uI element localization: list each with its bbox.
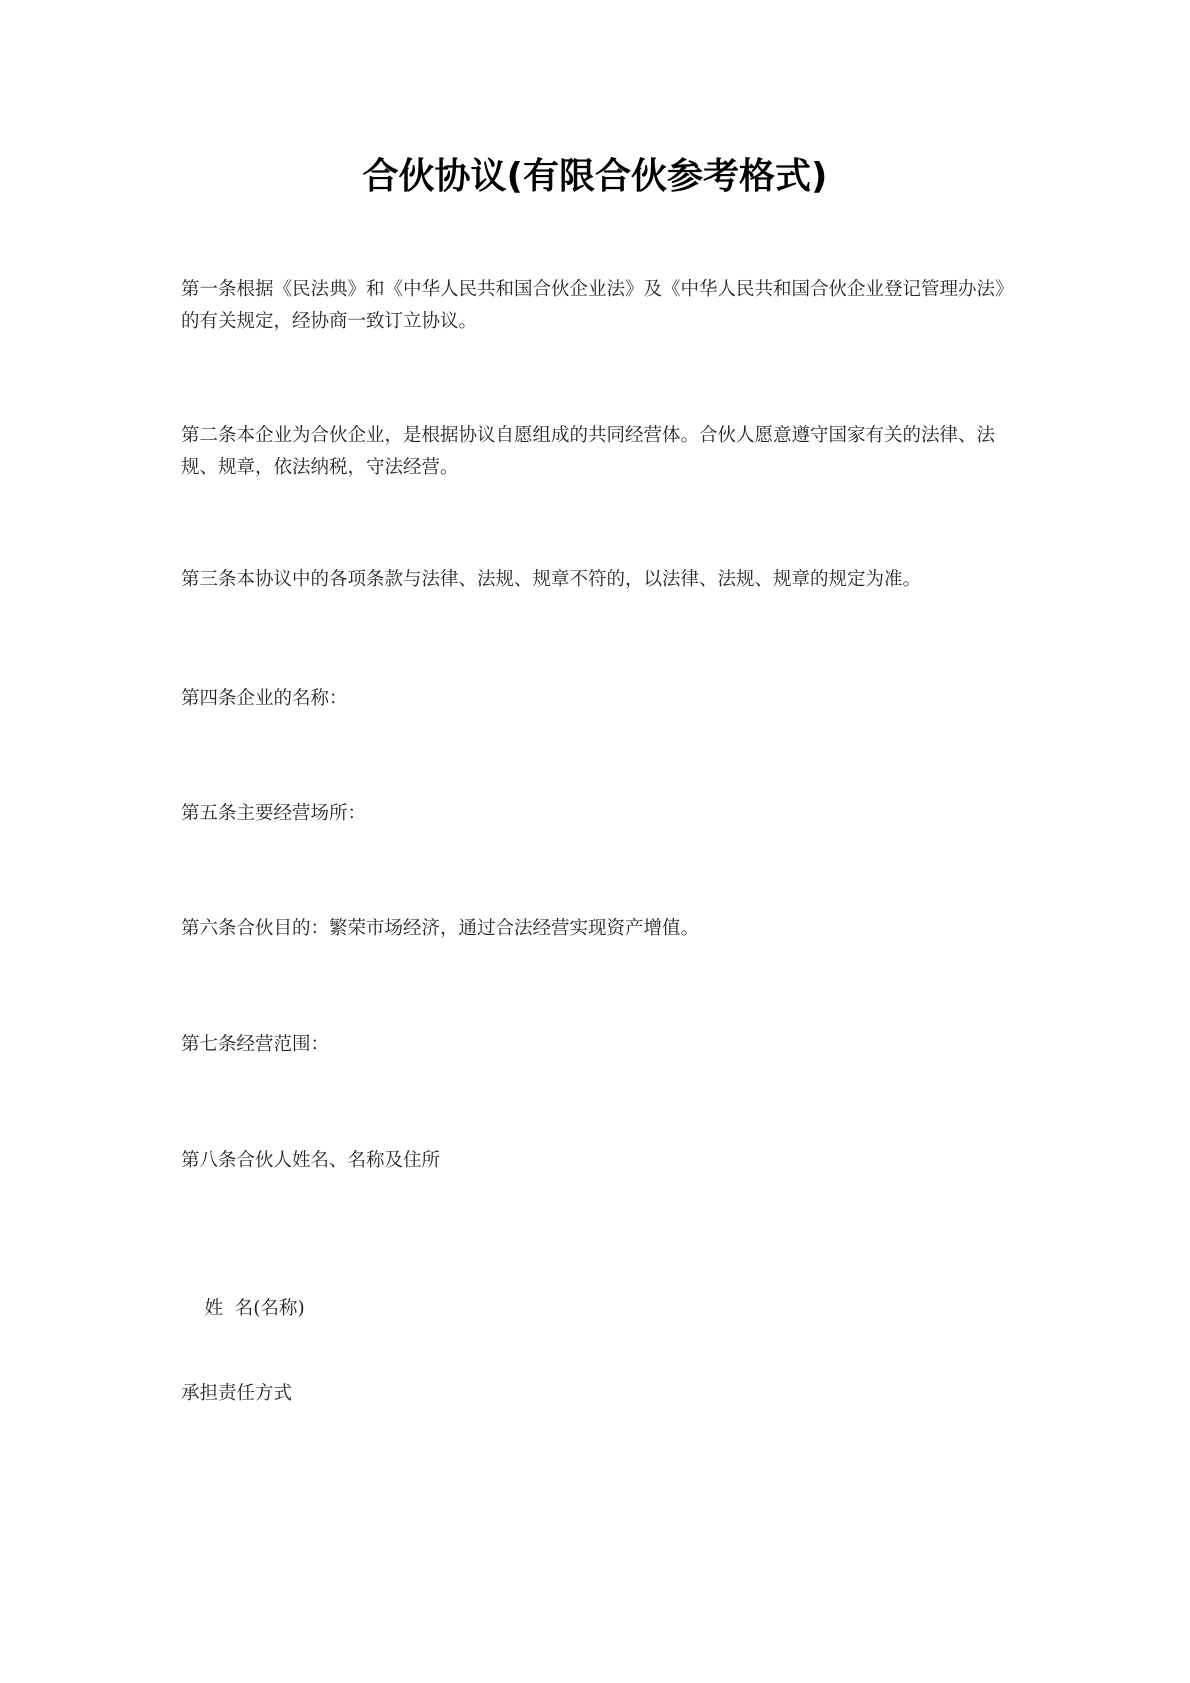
article-5 bbox=[181, 798, 1031, 830]
field-label: 承担责任方式 bbox=[181, 1383, 293, 1404]
field-label: 姓 名(名称) bbox=[204, 1298, 305, 1319]
article-text: 合伙目的：繁荣市场经济，通过合法经营实现资产增值。 bbox=[236, 918, 700, 939]
article-7 bbox=[181, 1029, 1031, 1061]
article-text: 本协议中的各项条款与法律、法规、规章不符的，以法律、法规、规章的规定为准。 bbox=[236, 569, 922, 590]
article-label: 第三条 bbox=[181, 569, 237, 590]
article-label: 第一条 bbox=[181, 279, 237, 300]
article-text: 根据《民法典》和《中华人民共和国合伙企业法》及《中华人民共和国合伙企业登记管理办法》的有关规定，经协商一致订立协议。 bbox=[181, 279, 1014, 332]
article-1 bbox=[181, 274, 1031, 338]
article-text: 合伙人姓名、名称及住所 bbox=[236, 1150, 441, 1171]
field-partner-name bbox=[181, 1261, 1031, 1357]
article-text: 企业的名称： bbox=[236, 688, 348, 709]
article-3 bbox=[181, 564, 1031, 596]
field-liability-method bbox=[181, 1378, 1031, 1410]
article-label: 第二条 bbox=[181, 425, 237, 446]
article-text: 主要经营场所： bbox=[236, 803, 367, 824]
article-text: 第七条经营范围： bbox=[181, 1034, 330, 1055]
article-label: 第五条 bbox=[181, 803, 237, 824]
article-label: 第八条 bbox=[181, 1150, 237, 1171]
article-8 bbox=[181, 1145, 1031, 1177]
document-title: 合伙协议(有限合伙参考格式) bbox=[362, 156, 828, 197]
article-6 bbox=[181, 913, 1031, 945]
article-text: 本企业为合伙企业，是根据协议自愿组成的共同经营体。合伙人愿意遵守国家有关的法律、法规、规章，依法纳税，守法经营。 bbox=[181, 425, 996, 478]
article-2 bbox=[181, 420, 1031, 484]
article-label: 第六条 bbox=[181, 918, 237, 939]
article-4 bbox=[181, 683, 1031, 715]
article-label: 第四条 bbox=[181, 688, 237, 709]
